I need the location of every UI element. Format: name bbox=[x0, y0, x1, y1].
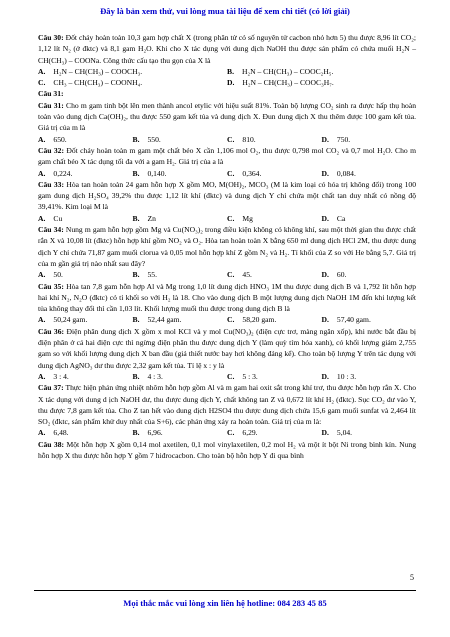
option-label: A. bbox=[38, 213, 46, 223]
question-text bbox=[38, 281, 416, 315]
option-text: 0,140. bbox=[147, 168, 167, 178]
answer-option bbox=[38, 213, 133, 224]
answer-option bbox=[133, 269, 228, 280]
option-label: B. bbox=[132, 213, 140, 223]
answer-option bbox=[227, 168, 322, 179]
option-text: 58,20 gam. bbox=[242, 315, 277, 325]
option-text: 5 : 3. bbox=[242, 371, 258, 381]
question-number: Câu 35: bbox=[38, 281, 64, 291]
answer-options bbox=[38, 427, 416, 438]
question-number: Câu 30: bbox=[38, 33, 64, 42]
option-text: 10 : 3. bbox=[336, 371, 357, 381]
option-label: A. bbox=[38, 270, 46, 280]
option-text: 52,44 gam. bbox=[147, 315, 182, 325]
option-label: A. bbox=[38, 371, 46, 381]
option-text: 60. bbox=[336, 270, 347, 280]
option-label: D. bbox=[321, 371, 329, 381]
option-text: Ca bbox=[336, 213, 346, 223]
answer-option bbox=[38, 77, 227, 88]
answer-options bbox=[38, 77, 416, 88]
answer-option bbox=[133, 427, 228, 438]
option-label: A. bbox=[38, 134, 46, 144]
option-label: C. bbox=[38, 78, 46, 88]
answer-option bbox=[227, 427, 322, 438]
option-text: 5,04. bbox=[336, 428, 353, 438]
option-text: Mg bbox=[242, 213, 253, 223]
question-body: Cho m gam tinh bột lên men thành ancol etylic với hiệu suất 81%. Toàn bộ lượng CO₂ sinh ra được hấp thụ hoàn toàn vào dung dịch Ca(OH)₂, thu được 550 gam kết tủa và dung dịch X. Đun dung dịch X thu thêm được 100 gam kết tủa. Giá trị của m là bbox=[38, 100, 417, 133]
question-number: Câu 31: bbox=[38, 89, 64, 99]
question-text bbox=[38, 100, 416, 134]
question-body: Đốt cháy hoàn toàn 10,3 gam hợp chất X (trong phân tử có số nguyên tử cacbon nhỏ hơn 5) thu được 8,96 lít CO₂; 1,12 lít N₂ (ở đktc) và 8,1 gam H₂O. Khi cho X tác dụng với dung dịch NaOH thu được sản phẩm có chứa muối H₂N – CH(CH₃) – COONa. Công thức cấu tạo thu gọn của X là bbox=[38, 33, 416, 65]
option-text: 0,084. bbox=[336, 168, 356, 178]
option-text: H₂N – CH(CH₃) – COOC₂H₅. bbox=[241, 66, 334, 76]
option-text: 50,24 gam. bbox=[53, 315, 88, 325]
hotline-footer: Mọi thắc mắc vui lòng xin liên hệ hotline: 084 283 45 85 bbox=[123, 598, 327, 608]
option-label: C. bbox=[227, 134, 235, 144]
option-label: D. bbox=[321, 270, 329, 280]
option-text: CH₃ – CH(CH₃) – COONH₄. bbox=[53, 78, 143, 88]
option-text: 0,224. bbox=[53, 168, 73, 178]
option-label: D. bbox=[321, 168, 329, 178]
option-label: A. bbox=[38, 168, 46, 178]
question-number: Câu 34: bbox=[38, 225, 64, 235]
answer-options bbox=[38, 269, 416, 280]
option-label: C. bbox=[227, 168, 235, 178]
answer-option bbox=[322, 269, 417, 280]
preview-banner: Đây là bản xem thử, vui lòng mua tài liệu để xem chi tiết (có lời giải) bbox=[100, 6, 350, 16]
answer-option bbox=[133, 213, 228, 224]
question-number: Câu 33: bbox=[38, 179, 64, 189]
option-text: 50. bbox=[53, 270, 63, 280]
option-label: B. bbox=[132, 371, 140, 381]
answer-option bbox=[38, 427, 133, 438]
question-body: Nung m gam hỗn hợp gồm Mg và Cu(NO₃)₂ trong điều kiện không có không khí, sau một thời gian thu được chất rắn X và 10,08 lít (đktc) hỗn hợp khí gồm NO₂ và O₂. Hòa tan hoàn toàn X bằng 650 ml dung dịch HCl 2M, thu được dung dịch Y chỉ chứa 71,87 gam muối clorua và 0,05 mol hỗn hợp khí Z gồm N₂ và H₂. Tỉ khối của Z so với He bằng 5,7. Giá trị của m gần giá trị nào nhất sau đây? bbox=[38, 225, 416, 268]
question-text bbox=[38, 88, 416, 99]
answer-option bbox=[322, 168, 417, 179]
option-label: B. bbox=[227, 66, 234, 76]
option-label: B. bbox=[132, 428, 140, 438]
option-label: C. bbox=[227, 371, 235, 381]
option-label: A. bbox=[38, 315, 46, 325]
option-label: C. bbox=[227, 270, 235, 280]
answer-option bbox=[322, 427, 417, 438]
question-body: Hòa tan hoàn toàn 24 gam hỗn hợp X gồm MO, M(OH)₂, MCO₃ (M là kim loại có hóa trị không đổi) trong 100 gam dung dịch H₂SO₄ 39,2% thu được 1,12 lít khí (đktc) và dung dịch Y chỉ chứa một chất tan duy nhất có nồng độ 39,41%. Kim loại M là bbox=[38, 179, 417, 212]
option-text: H₂N – CH(CH₃) – COOC₃H₇. bbox=[242, 78, 334, 88]
option-label: A. bbox=[38, 66, 46, 76]
answer-option bbox=[38, 314, 133, 325]
option-text: 6,48. bbox=[53, 428, 69, 438]
answer-option bbox=[133, 314, 228, 325]
page-number: 5 bbox=[410, 573, 414, 582]
question-number: Câu 36: bbox=[38, 326, 65, 336]
question-text bbox=[38, 179, 416, 213]
answer-options bbox=[38, 134, 416, 145]
question-body: Một hỗn hợp X gồm 0,14 mol axetilen, 0,1 mol vinylaxetilen, 0,2 mol H₂ và một ít bột Ni trong bình kín. Nung hỗn hợp X thu được hỗn hợp Y gồm 7 hiđrocacbon. Cho toàn bộ hỗn hợp Y đi qua bình bbox=[38, 439, 417, 460]
option-label: D. bbox=[321, 134, 329, 144]
option-label: B. bbox=[132, 134, 140, 144]
question-text bbox=[38, 382, 416, 427]
answer-option bbox=[227, 77, 416, 88]
option-label: C. bbox=[227, 428, 235, 438]
answer-option bbox=[227, 66, 416, 77]
answer-options bbox=[38, 371, 416, 382]
question-text bbox=[38, 224, 416, 269]
question-text bbox=[38, 439, 416, 462]
option-label: D. bbox=[321, 428, 329, 438]
answer-options bbox=[38, 168, 416, 179]
option-label: D. bbox=[321, 213, 329, 223]
answer-option bbox=[322, 134, 417, 145]
option-text: 750. bbox=[336, 134, 351, 144]
answer-option bbox=[227, 371, 322, 382]
question-text bbox=[38, 326, 416, 371]
question-body: Thực hiện phản ứng nhiệt nhôm hỗn hợp gồm Al và m gam hai oxit sắt trong khí trơ, thu được hỗn hợp rắn X. Cho X tác dụng với dung d ịch NaOH dư, thu được dung dịch Y, chất không tan Z và 0,672 lít khí H₂ (đktc). Sục CO₂ dư vào Y, thu được 7,8 gam kết tủa. Cho Z tan hết vào dung dịch H2SO4 thu được dung dịch chứa 15,6 gam muối sunfat và 2,464 lít SO₂ (đktc, sản phẩm khử duy nhất của S+6), các phản ứng xảy ra hoàn toàn. Giá trị của m là: bbox=[38, 383, 417, 427]
option-text: Zn bbox=[147, 213, 156, 223]
question-list bbox=[38, 32, 416, 461]
question-text bbox=[38, 32, 416, 66]
answer-options bbox=[38, 66, 416, 77]
question-number: Câu 32: bbox=[38, 145, 65, 155]
answer-option bbox=[133, 168, 228, 179]
option-text: 55. bbox=[147, 270, 157, 280]
question-number: Câu 31: bbox=[38, 100, 64, 110]
option-text: 0,364. bbox=[242, 168, 262, 178]
question-body: Hòa tan 7,8 gam hỗn hợp Al và Mg trong 1,0 lít dung dịch HNO₃ 1M thu được dung dịch B và 1,792 lít hỗn hợp hai khí N₂, N₂O (đktc) có tỉ khối so với H₂ là 18. Cho vào dung dịch B một lượng dung dịch NaOH 1M đến khi lượng kết tủa không thay đổi thì cần 1,03 lít. Khối lượng muối thu được trong dung dịch B là bbox=[38, 281, 416, 314]
option-label: D. bbox=[227, 78, 235, 88]
option-label: B. bbox=[132, 315, 140, 325]
option-label: B. bbox=[132, 270, 140, 280]
answer-option bbox=[133, 134, 228, 145]
answer-option bbox=[227, 134, 322, 145]
option-label: C. bbox=[227, 315, 235, 325]
answer-option bbox=[38, 134, 133, 145]
option-text: H₂N – CH(CH₃) – COOCH₃. bbox=[53, 66, 143, 76]
option-label: A. bbox=[38, 428, 46, 438]
answer-option bbox=[38, 66, 227, 77]
option-text: 45. bbox=[242, 270, 252, 280]
option-label: D. bbox=[321, 315, 329, 325]
option-text: 6,96. bbox=[147, 428, 163, 438]
option-text: Cu bbox=[53, 213, 63, 223]
question-body: Đốt cháy hoàn toàn m gam một chất béo X cần 1,106 mol O₂, thu được 0,798 mol CO₂ và 0,7 mol H₂O. Cho m gam chất béo X tác dụng tối đa với a gam H₂. Giá trị của a là bbox=[38, 145, 417, 167]
answer-option bbox=[133, 371, 228, 382]
answer-option bbox=[38, 269, 133, 280]
answer-option bbox=[227, 213, 322, 224]
question-number: Câu 38: bbox=[38, 439, 65, 449]
footer-divider bbox=[34, 590, 416, 591]
answer-option bbox=[322, 314, 417, 325]
answer-option bbox=[227, 269, 322, 280]
answer-option bbox=[38, 371, 133, 382]
question-number: Câu 37: bbox=[38, 383, 64, 393]
answer-option bbox=[322, 213, 417, 224]
answer-options bbox=[38, 213, 416, 224]
option-text: 650. bbox=[53, 134, 67, 144]
answer-options bbox=[38, 314, 416, 325]
option-text: 6,29. bbox=[242, 428, 258, 438]
answer-option bbox=[38, 168, 133, 179]
option-label: B. bbox=[132, 168, 140, 178]
answer-option bbox=[227, 314, 322, 325]
answer-option bbox=[322, 371, 417, 382]
option-text: 810. bbox=[242, 134, 256, 144]
option-text: 57,40 gam. bbox=[336, 315, 371, 325]
option-label: C. bbox=[227, 213, 235, 223]
option-text: 550. bbox=[147, 134, 161, 144]
question-body: Điện phân dung dịch X gồm x mol KCl và y mol Cu(NO₃)₂ (điện cực trơ, màng ngăn xốp), khi nước bắt đầu bị điện phân ở cả hai điện cực thì ngừng điện phân thu được dung dịch Y (làm quỳ tím hóa xanh), có khối lượng giảm 2,755 gam so với khối lượng dung dịch X ban đầu (giả thiết nước bay hơi không đáng kể). Cho toàn bộ lượng Y trên tác dụng với dung dịch AgNO₃ dư thu được 2,32 gam kết tủa. Tỉ lệ x : y là bbox=[38, 326, 416, 370]
option-text: 4 : 3. bbox=[147, 371, 163, 381]
option-text: 3 : 4. bbox=[53, 371, 69, 381]
question-text bbox=[38, 145, 416, 168]
